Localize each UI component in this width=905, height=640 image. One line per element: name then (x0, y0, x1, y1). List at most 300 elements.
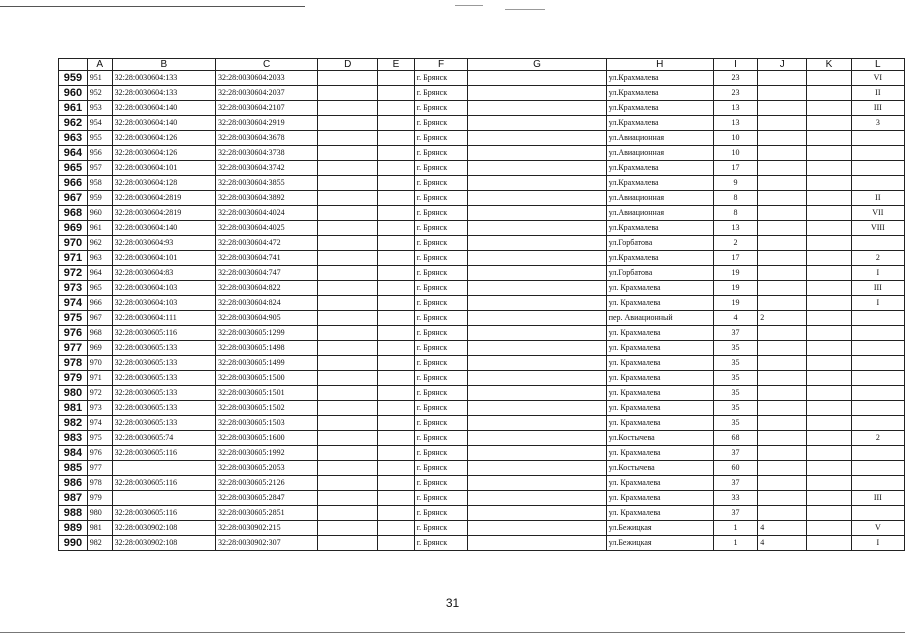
cell-a[interactable]: 961 (87, 221, 112, 236)
cell-f[interactable]: г. Брянск (414, 476, 468, 491)
cell-b[interactable]: 32:28:0030604:103 (112, 296, 215, 311)
cell-l[interactable] (851, 446, 904, 461)
cell-c[interactable]: 32:28:0030605:1500 (215, 371, 317, 386)
cell-b[interactable]: 32:28:0030604:126 (112, 131, 215, 146)
cell-j[interactable] (758, 326, 807, 341)
cell-d[interactable] (318, 401, 378, 416)
cell-c[interactable]: 32:28:0030605:1501 (215, 386, 317, 401)
cell-d[interactable] (318, 191, 378, 206)
cell-j[interactable] (758, 461, 807, 476)
row-number[interactable]: 984 (59, 446, 88, 461)
cell-l[interactable] (851, 476, 904, 491)
cell-c[interactable]: 32:28:0030605:2053 (215, 461, 317, 476)
cell-f[interactable]: г. Брянск (414, 386, 468, 401)
cell-b[interactable]: 32:28:0030605:133 (112, 371, 215, 386)
cell-f[interactable]: г. Брянск (414, 251, 468, 266)
cell-h[interactable]: ул.Горбатова (606, 266, 713, 281)
row-number[interactable]: 979 (59, 371, 88, 386)
cell-a[interactable]: 955 (87, 131, 112, 146)
cell-h[interactable]: ул.Авиационная (606, 146, 713, 161)
cell-k[interactable] (807, 86, 851, 101)
cell-g[interactable] (468, 401, 606, 416)
cell-k[interactable] (807, 251, 851, 266)
cell-b[interactable]: 32:28:0030604:126 (112, 146, 215, 161)
cell-e[interactable] (378, 521, 414, 536)
cell-i[interactable]: 35 (713, 416, 757, 431)
cell-g[interactable] (468, 296, 606, 311)
cell-i[interactable]: 19 (713, 296, 757, 311)
cell-i[interactable]: 35 (713, 401, 757, 416)
cell-d[interactable] (318, 86, 378, 101)
cell-c[interactable]: 32:28:0030604:741 (215, 251, 317, 266)
cell-b[interactable]: 32:28:0030604:111 (112, 311, 215, 326)
cell-d[interactable] (318, 236, 378, 251)
cell-a[interactable]: 959 (87, 191, 112, 206)
cell-e[interactable] (378, 236, 414, 251)
cell-b[interactable]: 32:28:0030604:140 (112, 116, 215, 131)
cell-e[interactable] (378, 386, 414, 401)
cell-l[interactable] (851, 461, 904, 476)
cell-g[interactable] (468, 416, 606, 431)
cell-i[interactable]: 35 (713, 341, 757, 356)
cell-k[interactable] (807, 476, 851, 491)
cell-i[interactable]: 23 (713, 71, 757, 86)
cell-d[interactable] (318, 386, 378, 401)
cell-a[interactable]: 974 (87, 416, 112, 431)
cell-d[interactable] (318, 146, 378, 161)
cell-e[interactable] (378, 161, 414, 176)
cell-b[interactable]: 32:28:0030605:116 (112, 476, 215, 491)
cell-h[interactable]: ул. Крахмалева (606, 356, 713, 371)
cell-h[interactable]: ул. Крахмалева (606, 386, 713, 401)
cell-h[interactable]: ул.Крахмалева (606, 101, 713, 116)
cell-j[interactable] (758, 416, 807, 431)
cell-k[interactable] (807, 356, 851, 371)
cell-l[interactable]: 2 (851, 251, 904, 266)
cell-d[interactable] (318, 101, 378, 116)
cell-c[interactable]: 32:28:0030604:3738 (215, 146, 317, 161)
cell-g[interactable] (468, 311, 606, 326)
cell-k[interactable] (807, 521, 851, 536)
cell-k[interactable] (807, 116, 851, 131)
cell-i[interactable]: 37 (713, 506, 757, 521)
row-number[interactable]: 985 (59, 461, 88, 476)
cell-l[interactable]: I (851, 266, 904, 281)
row-number[interactable]: 971 (59, 251, 88, 266)
cell-e[interactable] (378, 101, 414, 116)
cell-j[interactable] (758, 191, 807, 206)
row-number[interactable]: 959 (59, 71, 88, 86)
cell-j[interactable] (758, 206, 807, 221)
cell-c[interactable]: 32:28:0030604:472 (215, 236, 317, 251)
cell-i[interactable]: 23 (713, 86, 757, 101)
cell-e[interactable] (378, 326, 414, 341)
row-number[interactable]: 962 (59, 116, 88, 131)
cell-l[interactable]: III (851, 281, 904, 296)
cell-g[interactable] (468, 356, 606, 371)
cell-i[interactable]: 68 (713, 431, 757, 446)
row-number[interactable]: 961 (59, 101, 88, 116)
cell-b[interactable]: 32:28:0030604:83 (112, 266, 215, 281)
cell-a[interactable]: 978 (87, 476, 112, 491)
row-number[interactable]: 966 (59, 176, 88, 191)
cell-f[interactable]: г. Брянск (414, 371, 468, 386)
cell-g[interactable] (468, 506, 606, 521)
cell-k[interactable] (807, 401, 851, 416)
cell-c[interactable]: 32:28:0030605:1498 (215, 341, 317, 356)
cell-j[interactable] (758, 341, 807, 356)
cell-e[interactable] (378, 206, 414, 221)
cell-l[interactable]: I (851, 536, 904, 551)
cell-h[interactable]: ул.Горбатова (606, 236, 713, 251)
cell-b[interactable]: 32:28:0030604:93 (112, 236, 215, 251)
column-header-a[interactable]: A (87, 59, 112, 71)
cell-g[interactable] (468, 476, 606, 491)
cell-e[interactable] (378, 431, 414, 446)
cell-f[interactable]: г. Брянск (414, 281, 468, 296)
cell-i[interactable]: 4 (713, 311, 757, 326)
cell-f[interactable]: г. Брянск (414, 236, 468, 251)
cell-l[interactable]: II (851, 191, 904, 206)
cell-c[interactable]: 32:28:0030605:2126 (215, 476, 317, 491)
cell-e[interactable] (378, 491, 414, 506)
cell-e[interactable] (378, 311, 414, 326)
row-number[interactable]: 967 (59, 191, 88, 206)
cell-g[interactable] (468, 221, 606, 236)
cell-c[interactable]: 32:28:0030605:2851 (215, 506, 317, 521)
cell-j[interactable] (758, 296, 807, 311)
cell-d[interactable] (318, 461, 378, 476)
cell-e[interactable] (378, 341, 414, 356)
cell-k[interactable] (807, 176, 851, 191)
cell-f[interactable]: г. Брянск (414, 521, 468, 536)
cell-h[interactable]: ул.Авиационная (606, 206, 713, 221)
cell-a[interactable]: 969 (87, 341, 112, 356)
cell-j[interactable]: 2 (758, 311, 807, 326)
cell-a[interactable]: 972 (87, 386, 112, 401)
cell-f[interactable]: г. Брянск (414, 266, 468, 281)
cell-a[interactable]: 956 (87, 146, 112, 161)
cell-k[interactable] (807, 311, 851, 326)
cell-f[interactable]: г. Брянск (414, 176, 468, 191)
cell-c[interactable]: 32:28:0030604:905 (215, 311, 317, 326)
cell-d[interactable] (318, 506, 378, 521)
cell-a[interactable]: 980 (87, 506, 112, 521)
cell-b[interactable]: 32:28:0030604:133 (112, 71, 215, 86)
cell-i[interactable]: 8 (713, 191, 757, 206)
cell-h[interactable]: ул.Крахмалева (606, 161, 713, 176)
cell-g[interactable] (468, 86, 606, 101)
cell-h[interactable]: ул. Крахмалева (606, 371, 713, 386)
cell-c[interactable]: 32:28:0030604:747 (215, 266, 317, 281)
cell-l[interactable] (851, 416, 904, 431)
cell-d[interactable] (318, 161, 378, 176)
cell-b[interactable]: 32:28:0030605:133 (112, 416, 215, 431)
cell-a[interactable]: 964 (87, 266, 112, 281)
cell-a[interactable]: 957 (87, 161, 112, 176)
cell-e[interactable] (378, 506, 414, 521)
cell-g[interactable] (468, 491, 606, 506)
cell-c[interactable]: 32:28:0030605:1600 (215, 431, 317, 446)
cell-f[interactable]: г. Брянск (414, 326, 468, 341)
row-number[interactable]: 975 (59, 311, 88, 326)
cell-j[interactable] (758, 176, 807, 191)
cell-c[interactable]: 32:28:0030605:2847 (215, 491, 317, 506)
cell-e[interactable] (378, 221, 414, 236)
corner-header[interactable] (59, 59, 88, 71)
cell-e[interactable] (378, 371, 414, 386)
cell-k[interactable] (807, 146, 851, 161)
cell-e[interactable] (378, 71, 414, 86)
cell-c[interactable]: 32:28:0030604:3892 (215, 191, 317, 206)
cell-f[interactable]: г. Брянск (414, 401, 468, 416)
cell-e[interactable] (378, 131, 414, 146)
cell-l[interactable]: V (851, 521, 904, 536)
cell-e[interactable] (378, 146, 414, 161)
cell-e[interactable] (378, 191, 414, 206)
cell-a[interactable]: 953 (87, 101, 112, 116)
cell-f[interactable]: г. Брянск (414, 431, 468, 446)
cell-a[interactable]: 951 (87, 71, 112, 86)
cell-b[interactable]: 32:28:0030605:133 (112, 356, 215, 371)
cell-d[interactable] (318, 356, 378, 371)
cell-l[interactable] (851, 386, 904, 401)
cell-g[interactable] (468, 101, 606, 116)
cell-g[interactable] (468, 461, 606, 476)
cell-c[interactable]: 32:28:0030604:824 (215, 296, 317, 311)
cell-d[interactable] (318, 476, 378, 491)
row-number[interactable]: 972 (59, 266, 88, 281)
cell-a[interactable]: 968 (87, 326, 112, 341)
cell-a[interactable]: 966 (87, 296, 112, 311)
cell-h[interactable]: ул. Крахмалева (606, 281, 713, 296)
cell-b[interactable]: 32:28:0030604:140 (112, 101, 215, 116)
cell-a[interactable]: 952 (87, 86, 112, 101)
cell-i[interactable]: 1 (713, 521, 757, 536)
cell-j[interactable]: 4 (758, 536, 807, 551)
cell-l[interactable] (851, 371, 904, 386)
cell-h[interactable]: ул. Крахмалева (606, 446, 713, 461)
cell-d[interactable] (318, 266, 378, 281)
cell-a[interactable]: 982 (87, 536, 112, 551)
cell-e[interactable] (378, 446, 414, 461)
row-number[interactable]: 981 (59, 401, 88, 416)
cell-i[interactable]: 37 (713, 326, 757, 341)
cell-j[interactable] (758, 86, 807, 101)
cell-f[interactable]: г. Брянск (414, 491, 468, 506)
cell-f[interactable]: г. Брянск (414, 71, 468, 86)
cell-f[interactable]: г. Брянск (414, 221, 468, 236)
cell-g[interactable] (468, 536, 606, 551)
cell-e[interactable] (378, 266, 414, 281)
cell-d[interactable] (318, 296, 378, 311)
cell-e[interactable] (378, 251, 414, 266)
cell-c[interactable]: 32:28:0030605:1299 (215, 326, 317, 341)
row-number[interactable]: 968 (59, 206, 88, 221)
cell-b[interactable]: 32:28:0030604:128 (112, 176, 215, 191)
cell-i[interactable]: 17 (713, 251, 757, 266)
cell-e[interactable] (378, 416, 414, 431)
cell-k[interactable] (807, 386, 851, 401)
cell-l[interactable]: VII (851, 206, 904, 221)
row-number[interactable]: 973 (59, 281, 88, 296)
cell-h[interactable]: ул. Крахмалева (606, 491, 713, 506)
cell-b[interactable]: 32:28:0030604:140 (112, 221, 215, 236)
cell-l[interactable] (851, 326, 904, 341)
cell-a[interactable]: 965 (87, 281, 112, 296)
cell-f[interactable]: г. Брянск (414, 461, 468, 476)
cell-i[interactable]: 8 (713, 206, 757, 221)
cell-a[interactable]: 977 (87, 461, 112, 476)
cell-a[interactable]: 954 (87, 116, 112, 131)
cell-j[interactable]: 4 (758, 521, 807, 536)
cell-k[interactable] (807, 431, 851, 446)
cell-d[interactable] (318, 326, 378, 341)
cell-k[interactable] (807, 161, 851, 176)
cell-j[interactable] (758, 386, 807, 401)
cell-c[interactable]: 32:28:0030604:3678 (215, 131, 317, 146)
row-number[interactable]: 976 (59, 326, 88, 341)
cell-l[interactable]: II (851, 86, 904, 101)
cell-e[interactable] (378, 476, 414, 491)
cell-a[interactable]: 960 (87, 206, 112, 221)
cell-g[interactable] (468, 341, 606, 356)
cell-g[interactable] (468, 266, 606, 281)
cell-l[interactable]: III (851, 491, 904, 506)
cell-j[interactable] (758, 146, 807, 161)
cell-c[interactable]: 32:28:0030604:4025 (215, 221, 317, 236)
cell-h[interactable]: ул.Крахмалева (606, 221, 713, 236)
cell-h[interactable]: ул. Крахмалева (606, 476, 713, 491)
cell-j[interactable] (758, 371, 807, 386)
cell-d[interactable] (318, 251, 378, 266)
cell-d[interactable] (318, 176, 378, 191)
cell-a[interactable]: 967 (87, 311, 112, 326)
cell-i[interactable]: 35 (713, 371, 757, 386)
cell-g[interactable] (468, 176, 606, 191)
cell-j[interactable] (758, 281, 807, 296)
column-header-k[interactable]: K (807, 59, 851, 71)
cell-i[interactable]: 9 (713, 176, 757, 191)
cell-h[interactable]: ул. Крахмалева (606, 341, 713, 356)
cell-i[interactable]: 13 (713, 116, 757, 131)
cell-g[interactable] (468, 431, 606, 446)
row-number[interactable]: 978 (59, 356, 88, 371)
cell-k[interactable] (807, 416, 851, 431)
cell-j[interactable] (758, 476, 807, 491)
cell-i[interactable]: 13 (713, 221, 757, 236)
cell-e[interactable] (378, 401, 414, 416)
cell-d[interactable] (318, 71, 378, 86)
cell-c[interactable]: 32:28:0030605:1499 (215, 356, 317, 371)
cell-d[interactable] (318, 281, 378, 296)
cell-j[interactable] (758, 236, 807, 251)
cell-i[interactable]: 17 (713, 161, 757, 176)
cell-l[interactable]: VI (851, 71, 904, 86)
cell-c[interactable]: 32:28:0030604:2107 (215, 101, 317, 116)
row-number[interactable]: 990 (59, 536, 88, 551)
column-header-g[interactable]: G (468, 59, 606, 71)
cell-j[interactable] (758, 446, 807, 461)
cell-l[interactable] (851, 401, 904, 416)
cell-j[interactable] (758, 401, 807, 416)
cell-e[interactable] (378, 176, 414, 191)
cell-c[interactable]: 32:28:0030604:4024 (215, 206, 317, 221)
cell-i[interactable]: 13 (713, 101, 757, 116)
cell-f[interactable]: г. Брянск (414, 191, 468, 206)
cell-g[interactable] (468, 281, 606, 296)
cell-h[interactable]: ул.Костычева (606, 431, 713, 446)
cell-i[interactable]: 19 (713, 281, 757, 296)
column-header-j[interactable]: J (758, 59, 807, 71)
cell-f[interactable]: г. Брянск (414, 161, 468, 176)
cell-j[interactable] (758, 131, 807, 146)
cell-i[interactable]: 37 (713, 476, 757, 491)
cell-c[interactable]: 32:28:0030605:1503 (215, 416, 317, 431)
cell-j[interactable] (758, 161, 807, 176)
cell-g[interactable] (468, 146, 606, 161)
cell-i[interactable]: 60 (713, 461, 757, 476)
row-number[interactable]: 983 (59, 431, 88, 446)
cell-f[interactable]: г. Брянск (414, 101, 468, 116)
cell-j[interactable] (758, 431, 807, 446)
cell-j[interactable] (758, 356, 807, 371)
cell-k[interactable] (807, 506, 851, 521)
cell-f[interactable]: г. Брянск (414, 116, 468, 131)
cell-c[interactable]: 32:28:0030604:2919 (215, 116, 317, 131)
cell-l[interactable] (851, 146, 904, 161)
cell-a[interactable]: 981 (87, 521, 112, 536)
cell-b[interactable]: 32:28:0030902:108 (112, 521, 215, 536)
cell-e[interactable] (378, 296, 414, 311)
cell-c[interactable]: 32:28:0030605:1992 (215, 446, 317, 461)
cell-b[interactable] (112, 491, 215, 506)
cell-j[interactable] (758, 491, 807, 506)
cell-l[interactable] (851, 341, 904, 356)
cell-f[interactable]: г. Брянск (414, 506, 468, 521)
column-header-i[interactable]: I (713, 59, 757, 71)
row-number[interactable]: 980 (59, 386, 88, 401)
cell-i[interactable]: 1 (713, 536, 757, 551)
cell-b[interactable]: 32:28:0030605:133 (112, 386, 215, 401)
cell-f[interactable]: г. Брянск (414, 356, 468, 371)
cell-k[interactable] (807, 206, 851, 221)
cell-f[interactable]: г. Брянск (414, 446, 468, 461)
cell-d[interactable] (318, 446, 378, 461)
cell-b[interactable]: 32:28:0030605:133 (112, 401, 215, 416)
cell-j[interactable] (758, 71, 807, 86)
cell-d[interactable] (318, 431, 378, 446)
cell-c[interactable]: 32:28:0030604:822 (215, 281, 317, 296)
cell-f[interactable]: г. Брянск (414, 341, 468, 356)
cell-k[interactable] (807, 266, 851, 281)
cell-j[interactable] (758, 221, 807, 236)
cell-l[interactable]: III (851, 101, 904, 116)
cell-g[interactable] (468, 116, 606, 131)
cell-a[interactable]: 973 (87, 401, 112, 416)
cell-b[interactable]: 32:28:0030902:108 (112, 536, 215, 551)
cell-b[interactable]: 32:28:0030605:74 (112, 431, 215, 446)
cell-b[interactable]: 32:28:0030604:101 (112, 251, 215, 266)
cell-h[interactable]: ул. Крахмалева (606, 296, 713, 311)
cell-h[interactable]: ул.Авиационная (606, 191, 713, 206)
cell-d[interactable] (318, 131, 378, 146)
cell-l[interactable]: VIII (851, 221, 904, 236)
cell-f[interactable]: г. Брянск (414, 296, 468, 311)
cell-b[interactable]: 32:28:0030604:2819 (112, 191, 215, 206)
cell-i[interactable]: 10 (713, 146, 757, 161)
row-number[interactable]: 988 (59, 506, 88, 521)
